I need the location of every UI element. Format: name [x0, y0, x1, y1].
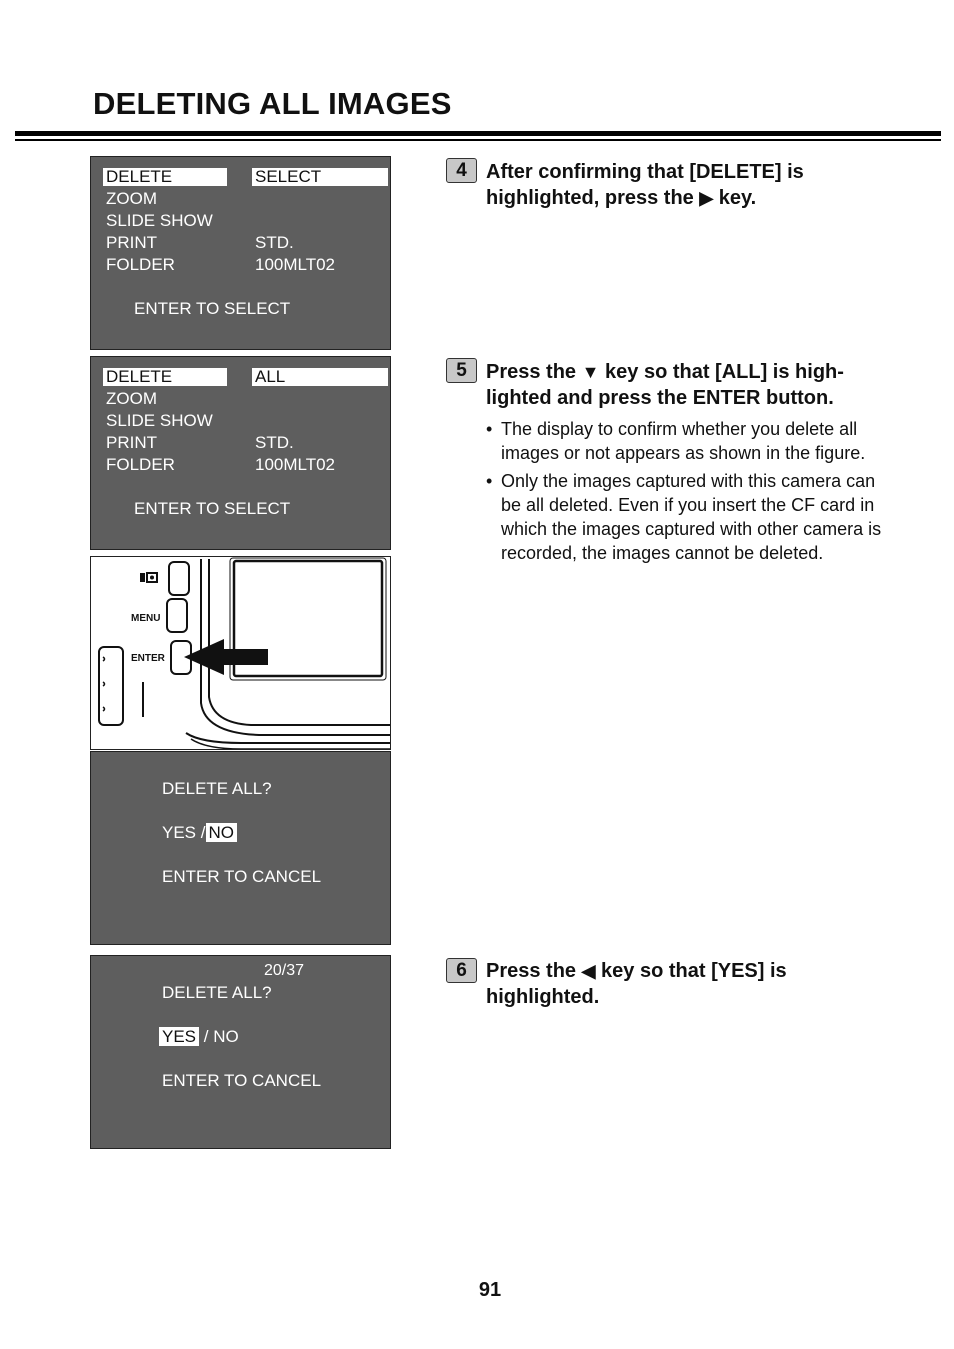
menu-button-label: MENU: [131, 613, 161, 624]
menu-item-delete-highlight: [103, 168, 227, 186]
delete-all-question: DELETE ALL?: [162, 779, 272, 798]
menu-item-delete-label: DELETE: [106, 167, 173, 186]
lcd-screen-menu-select: [90, 156, 391, 350]
menu-value-print: STD.: [255, 233, 294, 252]
screen-footer: ENTER TO SELECT: [134, 299, 291, 318]
menu-value-folder: 100MLT02: [255, 255, 336, 274]
yes-no-choice: [159, 1027, 239, 1047]
step-5-line-2: lighted and press the ENTER button.: [486, 387, 834, 409]
menu-item-print: PRINT: [106, 433, 157, 452]
frame-counter: 20/37: [264, 962, 305, 979]
step-4-line-2-text: highlighted, press the: [486, 187, 694, 209]
step-5-line-1: [486, 359, 896, 385]
menu-item-folder: FOLDER: [106, 455, 175, 474]
step-5-notes: [486, 417, 896, 569]
left-arrow-icon: ◀: [581, 961, 596, 981]
choice-separator: /: [203, 1027, 209, 1046]
yes-option-highlighted: YES: [159, 1027, 199, 1046]
menu-item-folder: FOLDER: [106, 255, 175, 274]
camera-back-illustration: [91, 557, 390, 749]
menu-value-folder: 100MLT02: [255, 455, 336, 474]
lcd-screen-delete-confirm-yes: [90, 955, 391, 1149]
step-6-line-1-end: key so that [YES] is: [601, 960, 787, 982]
display-toggle-icon: [140, 573, 157, 582]
menu-value-select: SELECT: [255, 167, 322, 186]
step-number-4: 4: [446, 158, 477, 183]
title-rule-thin: [15, 139, 941, 141]
step-4-heading: [486, 159, 896, 211]
menu-value-print: STD.: [255, 433, 294, 452]
step-4-line-2: [486, 185, 896, 211]
no-option-highlighted: NO: [206, 823, 238, 842]
note-text: Only the images captured with this camera can be all deleted. Even if you insert the CF card in which the images captured with other camera is recorded, the images cannot be deleted.: [501, 471, 882, 563]
step-6-line-2: highlighted.: [486, 986, 600, 1008]
step-4-line-2-end: key.: [718, 187, 757, 209]
menu-item-delete-label: DELETE: [106, 367, 173, 386]
page-number: 91: [478, 1279, 502, 1301]
note-item: • Only the images captured with this camera can be all deleted. Even if you insert the CF card in which the images captured with other camera is recorded, the images cannot be deleted.: [486, 471, 882, 563]
choice-separator: /: [200, 823, 206, 842]
menu-item-slide-show: SLIDE SHOW: [106, 411, 213, 430]
page-title: DELETING ALL IMAGES: [93, 86, 452, 121]
step-5-line-1-text: Press the: [486, 361, 577, 383]
step-5-line-1-end: key so that [ALL] is high-: [605, 361, 844, 383]
step-6-line-1-text: Press the: [486, 960, 577, 982]
menu-item-slide-show: SLIDE SHOW: [106, 211, 213, 230]
down-arrow-icon: ▼: [581, 362, 600, 382]
lcd-screen-menu-all: [90, 356, 391, 550]
menu-item-zoom: ZOOM: [106, 389, 157, 408]
step-4-line-1: After confirming that [DELETE] is: [486, 161, 804, 183]
step-number-5: 5: [446, 358, 477, 383]
step-5-heading: [486, 359, 896, 411]
menu-item-print: PRINT: [106, 233, 157, 252]
lcd-screen-delete-confirm-no: [90, 751, 391, 945]
yes-no-choice: [162, 823, 237, 843]
delete-all-question: DELETE ALL?: [162, 983, 272, 1002]
note-text: The display to confirm whether you delete all images or not appears as shown in the figure.: [501, 419, 866, 463]
step-number-6: 6: [446, 958, 477, 983]
note-item: • The display to confirm whether you delete all images or not appears as shown in the figure.: [486, 419, 866, 463]
screen-footer: ENTER TO CANCEL: [162, 1071, 322, 1090]
step-6-line-1: [486, 958, 896, 984]
enter-button-label: ENTER: [131, 653, 165, 664]
right-arrow-icon: ▶: [699, 188, 714, 208]
no-option: NO: [213, 1027, 239, 1046]
yes-option: YES: [162, 823, 197, 842]
step-6-heading: [486, 958, 896, 1010]
menu-value-all: ALL: [255, 367, 286, 386]
title-rule-thick: [15, 131, 941, 136]
screen-footer: ENTER TO SELECT: [134, 499, 291, 518]
camera-back-figure: [90, 556, 391, 750]
menu-item-delete-highlight: [103, 368, 227, 386]
menu-value-select-highlight: [252, 168, 388, 186]
screen-footer: ENTER TO CANCEL: [162, 867, 322, 886]
menu-item-zoom: ZOOM: [106, 189, 157, 208]
menu-value-all-highlight: [252, 368, 388, 386]
